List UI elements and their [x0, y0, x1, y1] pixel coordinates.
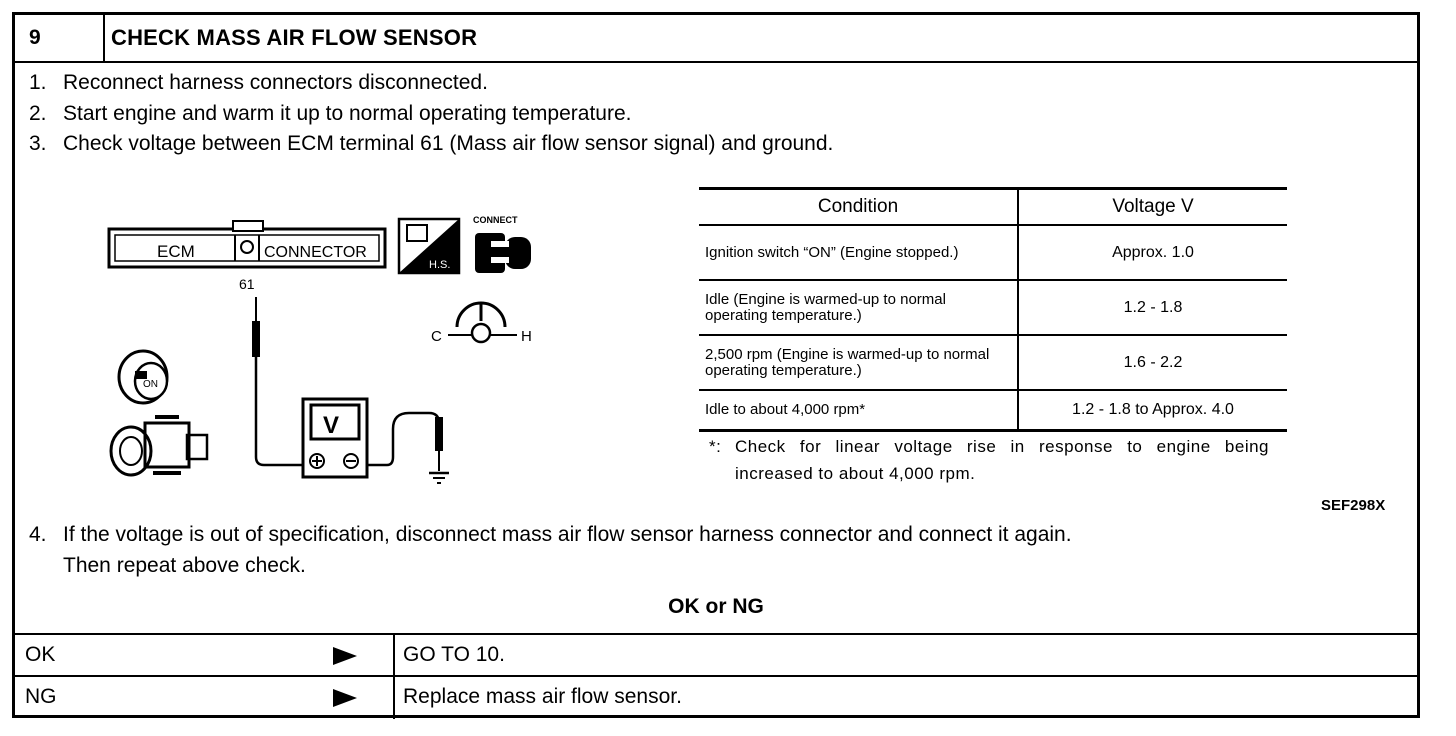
procedure-title: CHECK MASS AIR FLOW SENSOR	[111, 25, 478, 50]
step-1-text: Reconnect harness connectors disconnected.	[63, 71, 488, 94]
condition-cell: 2,500 rpm (Engine is warmed-up to normal operating temperature.)	[699, 335, 1018, 390]
voltage-cell: 1.2 - 1.8	[1018, 280, 1287, 335]
engine-icon	[111, 417, 207, 475]
connector-label: CONNECTOR	[264, 244, 367, 261]
connect-icon	[473, 215, 531, 273]
wiring-diagram	[95, 195, 565, 495]
result-action: GO TO 10.	[403, 643, 505, 666]
procedure-header	[15, 15, 1417, 63]
step-4-number: 4.	[29, 523, 47, 546]
ignition-key-icon	[119, 351, 167, 403]
step-4-text: If the voltage is out of specification, disconnect mass air flow sensor harness connector and connect it again.	[63, 523, 1072, 546]
ecm-connector	[109, 221, 385, 292]
result-row-ok	[15, 633, 1417, 677]
footnote	[709, 433, 1269, 487]
voltage-spec-table	[699, 187, 1287, 432]
voltage-header: Voltage V	[1018, 189, 1287, 226]
voltage-cell: 1.2 - 1.8 to Approx. 4.0	[1018, 390, 1287, 431]
step-3	[29, 132, 833, 156]
step-1	[29, 71, 488, 95]
figure-id: SEF298X	[1321, 497, 1386, 514]
step-2	[29, 102, 631, 126]
condition-cell: Ignition switch “ON” (Engine stopped.)	[699, 225, 1018, 280]
arrow-right-icon	[333, 689, 357, 707]
procedure-box	[12, 12, 1420, 718]
step-4-continued: Then repeat above check.	[63, 554, 306, 577]
step-3-text: Check voltage between ECM terminal 61 (Mass air flow sensor signal) and ground.	[63, 132, 834, 155]
table-row	[699, 225, 1287, 280]
voltmeter-icon	[303, 399, 367, 477]
result-label: OK	[25, 643, 56, 666]
result-title: OK or NG	[668, 595, 764, 618]
step-1-number: 1.	[29, 71, 47, 94]
gauge-cold-label: C	[431, 328, 442, 345]
harness-side-icon	[399, 219, 459, 273]
voltage-cell: Approx. 1.0	[1018, 225, 1287, 280]
arrow-right-icon	[333, 647, 357, 665]
column-divider	[393, 635, 395, 677]
key-on-label: ON	[143, 379, 158, 390]
table-row	[699, 335, 1287, 390]
column-divider	[393, 677, 395, 719]
result-label: NG	[25, 685, 57, 708]
footnote-mark: *:	[709, 437, 722, 456]
meter-label: V	[323, 412, 340, 439]
result-action: Replace mass air flow sensor.	[403, 685, 682, 708]
step-number: 9	[15, 15, 105, 61]
temperature-gauge-icon	[431, 303, 532, 345]
condition-cell: Idle to about 4,000 rpm*	[699, 390, 1018, 431]
step-3-number: 3.	[29, 132, 47, 155]
ecm-label: ECM	[157, 242, 195, 261]
footnote-text: Check for linear voltage rise in response to engine being increased to about 4,000 rpm.	[735, 437, 1269, 483]
step-2-text: Start engine and warm it up to normal operating temperature.	[63, 102, 632, 125]
step-2-number: 2.	[29, 102, 47, 125]
condition-cell: Idle (Engine is warmed-up to normal operating temperature.)	[699, 280, 1018, 335]
condition-header: Condition	[699, 189, 1018, 226]
table-row	[699, 280, 1287, 335]
voltage-cell: 1.6 - 2.2	[1018, 335, 1287, 390]
result-row-ng	[15, 675, 1417, 719]
connect-label: CONNECT	[473, 215, 518, 225]
hs-label: H.S.	[429, 259, 451, 271]
step-4	[29, 523, 1072, 547]
terminal-label: 61	[239, 276, 255, 292]
table-row	[699, 390, 1287, 431]
gauge-hot-label: H	[521, 328, 532, 345]
